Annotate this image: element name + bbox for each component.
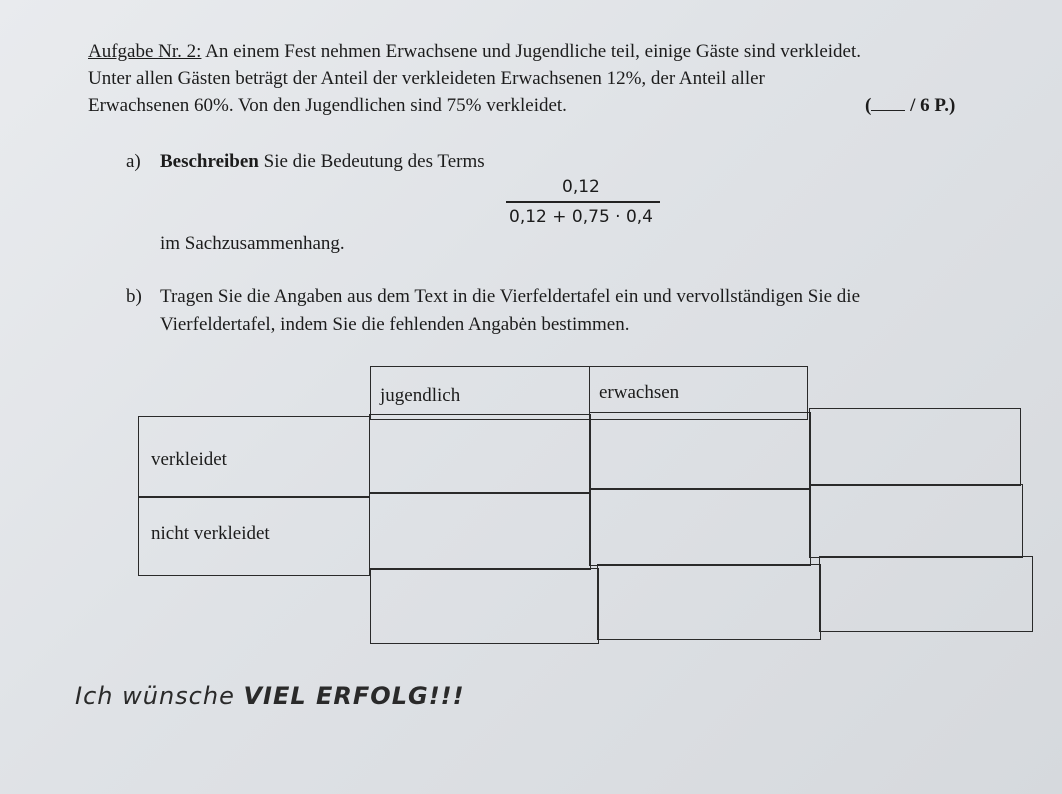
col-header-jugendlich: jugendlich — [380, 385, 461, 406]
part-b-label: b) — [126, 286, 142, 307]
cell-verkleidet-erwachsen[interactable] — [589, 412, 811, 490]
handwritten-wish — [75, 682, 465, 710]
part-b-line-2: Vierfeldertafel, indem Sie die fehlenden Angabėn bestimmen. — [160, 314, 630, 335]
part-a-text: Sie die Bedeutung des Terms — [263, 151, 485, 172]
part-b-line-1: Tragen Sie die Angaben aus dem Text in die Vierfeldertafel ein und vervollständigen Sie die — [160, 286, 861, 307]
wish-plain: Ich wünsche — [75, 682, 235, 710]
task-heading: Aufgabe Nr. 2: — [88, 41, 202, 62]
row-header-verkleidet: verkleidet — [151, 449, 227, 470]
points-field — [865, 94, 955, 118]
cell-nicht-verkleidet-erwachsen[interactable] — [589, 488, 811, 566]
part-a-label: a) — [126, 151, 141, 172]
points-blank[interactable] — [871, 94, 905, 111]
col-header-erwachsen: erwachsen — [599, 382, 680, 403]
points-open: ( — [865, 95, 872, 116]
task-line-2: Unter allen Gästen beträgt der Anteil der verkleideten Erwachsenen 12%, der Anteil aller — [88, 68, 765, 89]
cell-nicht-verkleidet-total[interactable] — [809, 484, 1023, 558]
cell-total-jugendlich[interactable] — [370, 568, 599, 644]
part-a-prompt — [160, 150, 485, 174]
wish-caps: VIEL ERFOLG!!! — [243, 682, 465, 710]
fraction-line — [506, 201, 660, 203]
task-line-1: An einem Fest nehmen Erwachsene und Jugendliche teil, einige Gäste sind verkleidet. — [205, 41, 861, 62]
task-line-3: Erwachsenen 60%. Von den Jugendlichen sind 75% verkleidet. — [88, 95, 567, 116]
task-intro-line-1 — [88, 40, 861, 64]
fraction-numerator: 0,12 — [562, 177, 600, 197]
cell-nicht-verkleidet-jugendlich[interactable] — [369, 492, 591, 570]
part-a-context: im Sachzusammenhang. — [160, 233, 345, 254]
cell-verkleidet-jugendlich[interactable] — [369, 414, 591, 494]
cell-total-erwachsen[interactable] — [597, 564, 821, 640]
row-header-nicht-verkleidet: nicht verkleidet — [151, 523, 270, 544]
cell-total-gesamt[interactable] — [819, 556, 1033, 632]
fraction-denominator: 0,12 + 0,75 · 0,4 — [509, 207, 654, 227]
points-label: / 6 P.) — [910, 95, 956, 116]
part-a-verb: Beschreiben — [160, 151, 259, 172]
cell-verkleidet-total[interactable] — [809, 408, 1021, 486]
